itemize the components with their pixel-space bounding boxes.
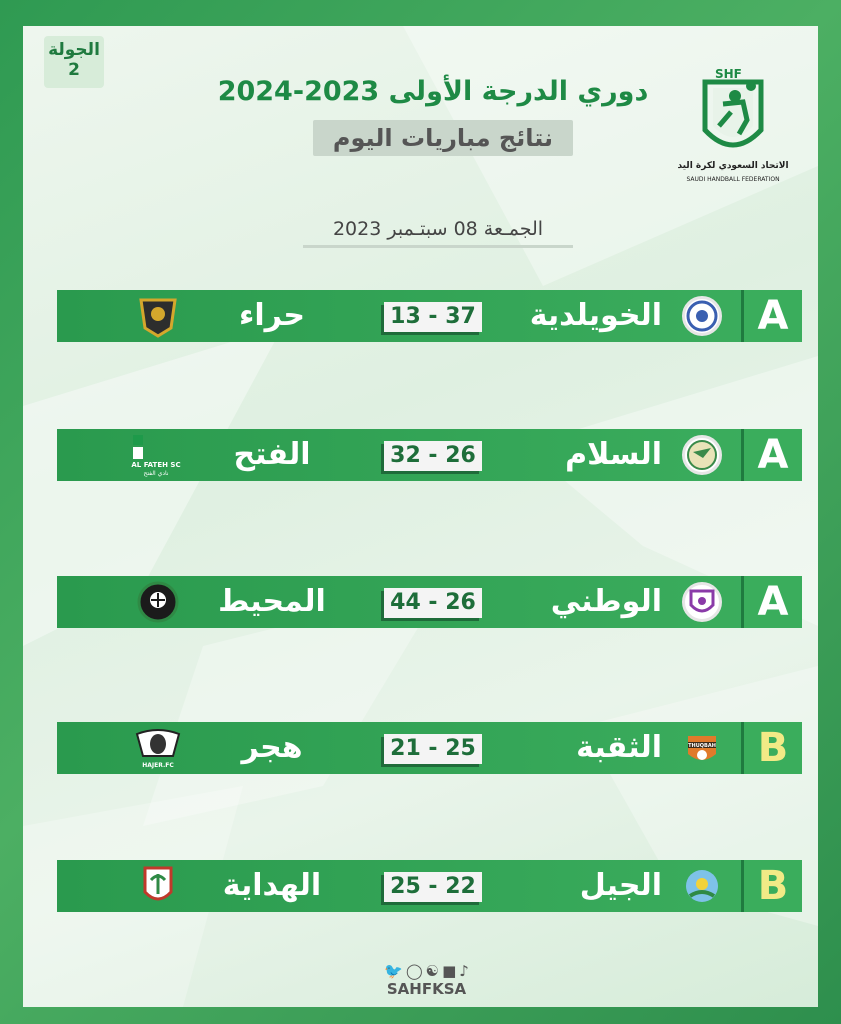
fateh-logo-icon xyxy=(125,433,187,477)
home-team: الخويلدية xyxy=(529,298,662,333)
thuqbah-logo-text: THUQBAH xyxy=(688,743,716,749)
hajer-logo-icon xyxy=(133,726,183,770)
jeel-logo-icon xyxy=(682,866,722,906)
match-row-3 xyxy=(57,576,802,628)
match-row-1 xyxy=(57,290,802,342)
away-team: الفتح xyxy=(233,437,311,472)
fateh-logo-text: AL FATEH SC xyxy=(131,461,181,469)
instagram-icon: ◯ xyxy=(405,962,423,980)
score: 32 - 26 xyxy=(384,441,482,471)
match-row-5 xyxy=(57,860,802,912)
away-team: هجر xyxy=(241,730,303,765)
group-label: A xyxy=(741,290,802,342)
match-date: الجمـعة 08 سبتـمبر 2023 xyxy=(313,214,563,244)
page-subtitle: نتائج مباريات اليوم xyxy=(313,120,573,156)
home-team: الوطني xyxy=(550,584,662,619)
away-team: المحيط xyxy=(218,584,326,619)
home-team: الثقبة xyxy=(576,730,662,765)
hajer-logo-text: HAJER.FC xyxy=(142,762,174,769)
away-team: الهداية xyxy=(222,868,322,903)
facebook-icon: ■ xyxy=(442,962,457,980)
round-label: الجولة xyxy=(48,40,100,60)
group-label: A xyxy=(741,429,802,481)
round-number: 2 xyxy=(68,60,80,80)
salam-logo-icon xyxy=(682,435,722,475)
group-label: B xyxy=(741,722,802,774)
fateh-logo-text-ar: نادي الفتح xyxy=(143,470,169,477)
federation-name-ar: الاتحاد السعودي لكرة اليد xyxy=(677,161,789,171)
tiktok-icon: ♪ xyxy=(459,962,469,980)
khuwaildiyah-logo-icon xyxy=(682,296,722,336)
snapchat-icon: ☯ xyxy=(425,962,440,980)
match-row-2 xyxy=(57,429,802,481)
away-team: حراء xyxy=(239,298,305,333)
hira-logo-icon xyxy=(133,294,183,338)
thuqbah-logo-icon xyxy=(682,728,722,768)
handball-federation-icon xyxy=(673,60,793,190)
home-team: الجيل xyxy=(579,868,662,903)
match-row-4 xyxy=(57,722,802,774)
social-handle: SAHFKSA xyxy=(386,980,467,998)
federation-abbr: SHF xyxy=(715,67,742,81)
federation-name-en: SAUDI HANDBALL FEDERATION xyxy=(686,176,780,183)
score: 44 - 26 xyxy=(384,588,482,618)
watani-logo-icon xyxy=(682,582,722,622)
group-label: B xyxy=(741,860,802,912)
page-title: دوري الدرجة الأولى 2023-2024 xyxy=(217,76,649,107)
score: 13 - 37 xyxy=(384,302,482,332)
twitter-icon: 🐦 xyxy=(384,962,403,980)
home-team: السلام xyxy=(565,437,662,472)
hidaya-logo-icon xyxy=(133,864,183,908)
social-bar xyxy=(343,962,513,998)
muhit-logo-icon xyxy=(133,580,183,624)
round-badge xyxy=(44,36,104,88)
score: 21 - 25 xyxy=(384,734,482,764)
score: 25 - 22 xyxy=(384,872,482,902)
group-label: A xyxy=(741,576,802,628)
federation-logo xyxy=(673,60,793,190)
